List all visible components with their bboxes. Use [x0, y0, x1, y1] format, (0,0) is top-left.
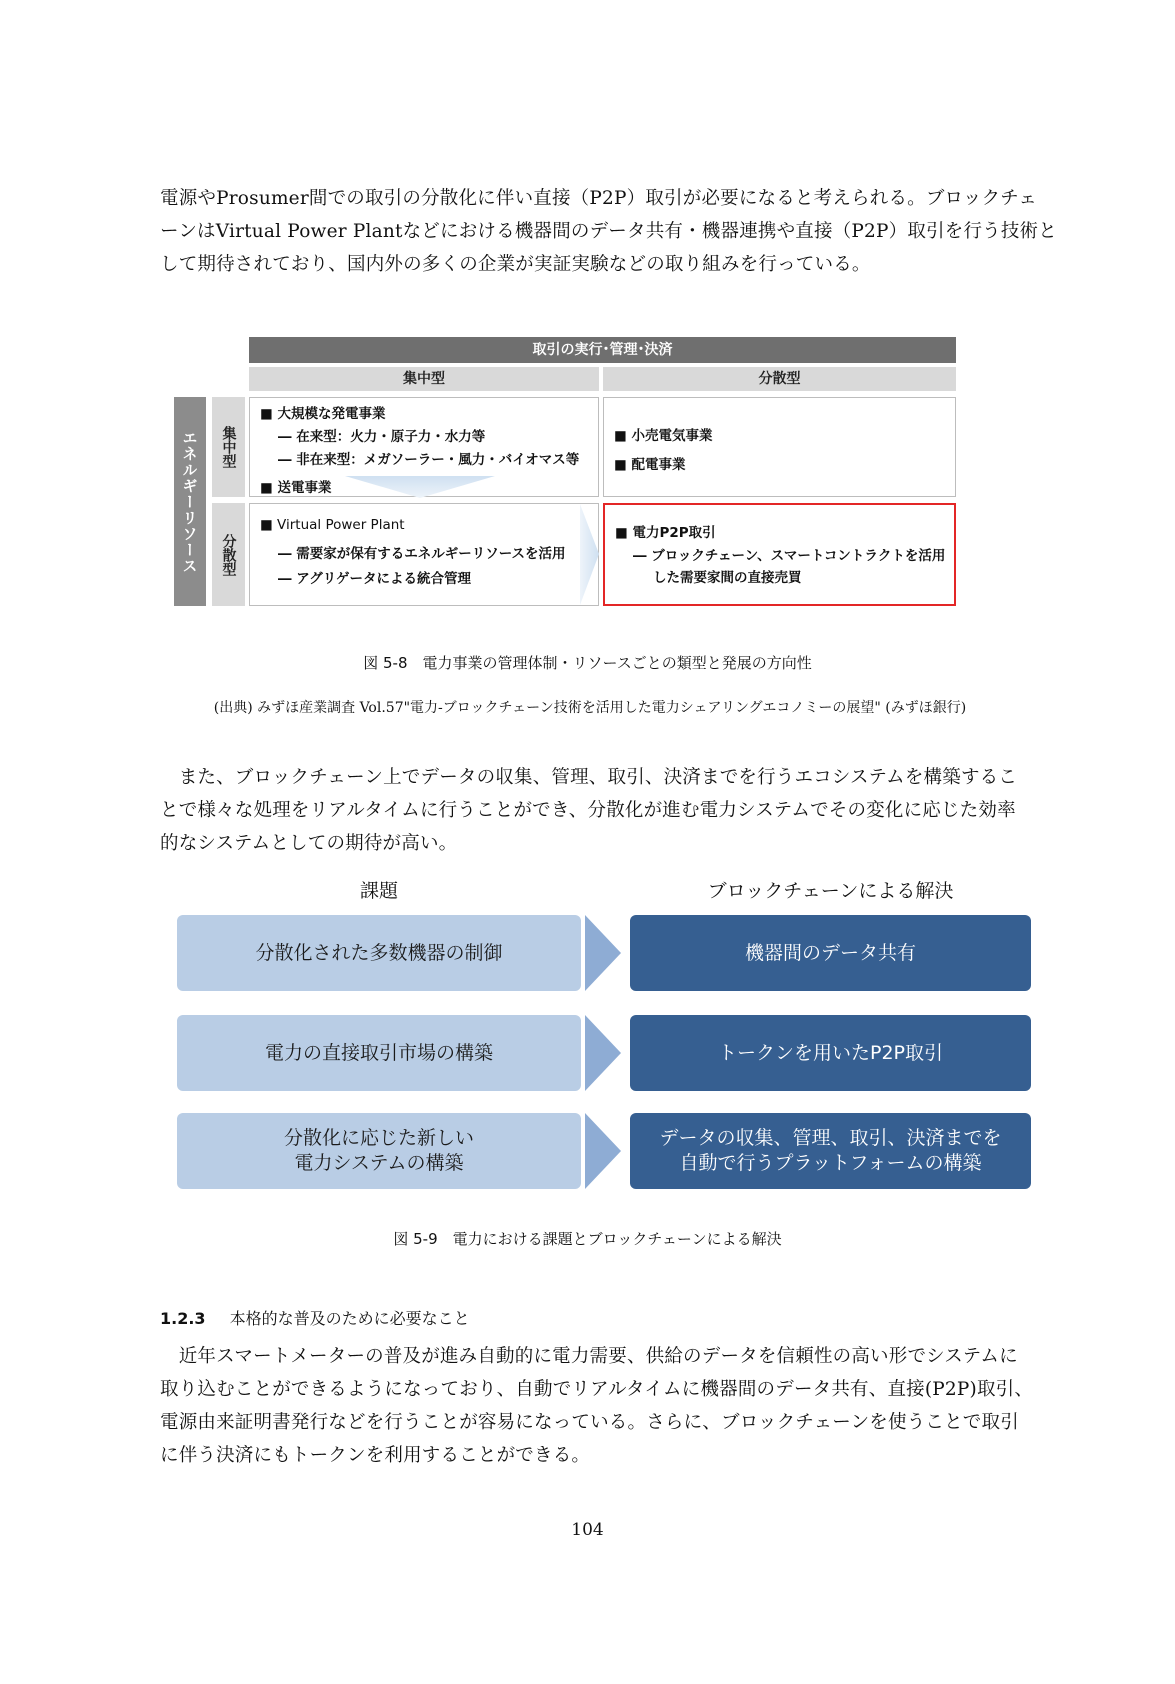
cell-line: ■ 電力P2P取引 — [615, 525, 716, 541]
cell-line: ■ 配電事業 — [614, 457, 686, 473]
chevron-right-icon — [585, 1015, 621, 1091]
page-number: 104 — [571, 1520, 604, 1540]
solution-text: 機器間のデータ共有 — [744, 941, 916, 964]
body-line: 的なシステムとしての期待が高い。 — [160, 833, 458, 854]
body-paragraph — [160, 761, 1020, 860]
section-line: 近年スマートメーターの普及が進み自動的に電力需要、供給のデータを信頼性の高い形でシステムに — [160, 1346, 1018, 1367]
fig58-col-distributed: 分散型 — [603, 367, 956, 391]
intro-line: ーンはVirtual Power Plantなどにおける機器間のデータ共有・機器連携や直接（P2P）取引を行う技術と — [160, 221, 1057, 242]
section-paragraph — [160, 1340, 1034, 1472]
fig58-caption: 図 5-8 電力事業の管理体制・リソースごとの類型と発展の方向性 — [363, 654, 812, 672]
fig58-cell-distributed-central — [249, 503, 599, 606]
fig58-cell-central-central — [249, 397, 599, 497]
fig58-cell-distributed-distributed — [603, 503, 956, 606]
down-arrow-shape — [345, 476, 495, 498]
solution-box — [630, 1113, 1031, 1189]
cell-line: ― アグリゲータによる統合管理 — [278, 571, 472, 587]
cell-line: ■ Virtual Power Plant — [260, 517, 405, 533]
fig58-row-distributed: 分散型 — [212, 503, 245, 606]
cell-line: ― 在来型：火力・原子力・水力等 — [278, 429, 486, 445]
cell-line: ■ 大規模な発電事業 — [260, 406, 386, 422]
problem-box — [177, 1015, 581, 1091]
solution-text: トークンを用いたP2P取引 — [717, 1041, 943, 1064]
fig58-header: 取引の実行･管理･決済 — [249, 337, 956, 363]
fig58-col-central: 集中型 — [249, 367, 599, 391]
problem-box — [177, 915, 581, 991]
cell-line: した需要家間の直接売買 — [653, 570, 802, 586]
solution-box — [630, 1015, 1031, 1091]
fig58-source: (出典) みずほ産業調査 Vol.57"電力-ブロックチェーン技術を活用した電力シェアリングエコノミーの展望" (みずほ銀行) — [213, 700, 967, 716]
cell-line: ■ 小売電気事業 — [614, 428, 713, 444]
problem-text: 電力の直接取引市場の構築 — [264, 1041, 493, 1064]
problem-text: 分散化された多数機器の制御 — [255, 941, 503, 964]
section-title: 本格的な普及のために必要なこと — [229, 1309, 470, 1328]
right-arrow-shape — [580, 504, 599, 605]
cell-line: ■ 送電事業 — [260, 480, 332, 496]
section-number: 1.2.3 — [160, 1309, 206, 1328]
problem-text: 電力システムの構築 — [294, 1152, 464, 1174]
intro-line: 電源やProsumer間での取引の分散化に伴い直接（P2P）取引が必要になると考えられる。ブロックチェ — [160, 188, 1038, 209]
intro-line: して期待されており、国内外の多くの企業が実証実験などの取り組みを行っている。 — [160, 254, 871, 275]
section-line: に伴う決済にもトークンを利用することができる。 — [160, 1445, 591, 1466]
fig58-cell-central-distributed — [603, 397, 956, 497]
cell-line: ― ブロックチェーン、スマートコントラクトを活用 — [633, 548, 946, 564]
solution-box — [630, 915, 1031, 991]
fig59-caption: 図 5-9 電力における課題とブロックチェーンによる解決 — [393, 1230, 782, 1248]
fig58-row-group: エネルギーリソース — [174, 397, 206, 606]
section-heading — [160, 1306, 470, 1329]
problem-text: 分散化に応じた新しい — [283, 1127, 474, 1149]
chevron-right-icon — [585, 1113, 621, 1189]
section-line: 取り込むことができるようになっており、自動でリアルタイムに機器間のデータ共有、直接(P2P)取引、 — [160, 1379, 1034, 1400]
figure-5-8 — [0, 0, 1175, 620]
fig59-left-title: 課題 — [359, 880, 398, 902]
problem-box — [177, 1113, 581, 1189]
solution-text: データの収集、管理、取引、決済までを — [659, 1127, 1002, 1149]
body-line: また、ブロックチェーン上でデータの収集、管理、取引、決済までを行うエコシステムを構築するこ — [160, 767, 1018, 788]
body-line: とで様々な処理をリアルタイムに行うことができ、分散化が進む電力システムでその変化に応じた効率 — [160, 800, 1016, 821]
cell-line: ― 需要家が保有するエネルギーリソースを活用 — [278, 546, 566, 562]
solution-text: 自動で行うプラットフォームの構築 — [679, 1152, 982, 1174]
fig59-right-title: ブロックチェーンによる解決 — [707, 880, 954, 902]
section-line: 電源由来証明書発行などを行うことが容易になっている。さらに、ブロックチェーンを使うことで取引 — [160, 1412, 1019, 1433]
fig58-row-central: 集中型 — [212, 397, 245, 497]
chevron-right-icon — [585, 915, 621, 991]
cell-line: ― 非在来型：メガソーラー・風力・バイオマス等 — [278, 452, 580, 468]
